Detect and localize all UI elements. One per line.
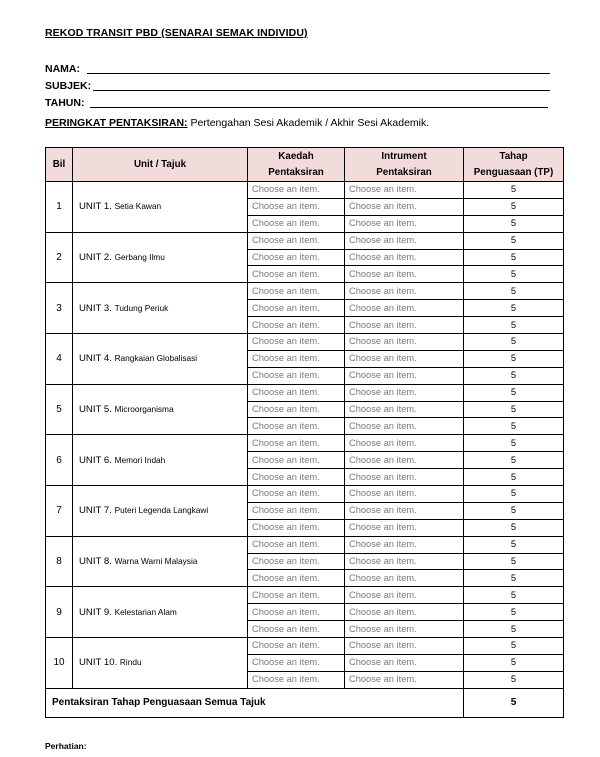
unit-topic: Microorganisma	[114, 404, 174, 415]
document-title: REKOD TRANSIT PBD (SENARAI SEMAK INDIVIDU)	[45, 27, 308, 39]
row-number: 6	[46, 435, 73, 486]
instrumen-dropdown[interactable]: Choose an item.	[345, 182, 464, 199]
row-number: 9	[46, 587, 73, 638]
unit-title	[73, 182, 248, 233]
kaedah-dropdown[interactable]: Choose an item.	[248, 384, 345, 401]
tp-value[interactable]: 5	[464, 334, 564, 351]
kaedah-dropdown[interactable]: Choose an item.	[248, 266, 345, 283]
kaedah-dropdown[interactable]: Choose an item.	[248, 654, 345, 671]
unit-title	[73, 435, 248, 486]
instrumen-dropdown[interactable]: Choose an item.	[345, 452, 464, 469]
tp-value[interactable]: 5	[464, 621, 564, 638]
row-number: 2	[46, 232, 73, 283]
subjek-field	[45, 80, 550, 92]
unit-number: UNIT 9.	[79, 606, 112, 618]
instrumen-dropdown[interactable]: Choose an item.	[345, 502, 464, 519]
tp-value[interactable]: 5	[464, 469, 564, 486]
kaedah-dropdown[interactable]: Choose an item.	[248, 367, 345, 384]
kaedah-dropdown[interactable]: Choose an item.	[248, 350, 345, 367]
tp-value[interactable]: 5	[464, 638, 564, 655]
kaedah-dropdown[interactable]: Choose an item.	[248, 536, 345, 553]
nama-input-line[interactable]	[87, 73, 550, 74]
row-number: 10	[46, 638, 73, 689]
kaedah-dropdown[interactable]: Choose an item.	[248, 452, 345, 469]
kaedah-dropdown[interactable]: Choose an item.	[248, 182, 345, 199]
unit-topic: Rangkaian Globalisasi	[114, 353, 198, 364]
instrumen-dropdown[interactable]: Choose an item.	[345, 283, 464, 300]
kaedah-dropdown[interactable]: Choose an item.	[248, 249, 345, 266]
unit-number: UNIT 10.	[79, 657, 118, 669]
unit-topic: Tudung Periuk	[114, 302, 169, 313]
row-number: 7	[46, 486, 73, 537]
tp-value[interactable]: 5	[464, 654, 564, 671]
tp-value[interactable]: 5	[464, 300, 564, 317]
subjek-label: SUBJEK:	[45, 80, 92, 92]
tahun-field	[45, 97, 548, 109]
instrumen-dropdown[interactable]: Choose an item.	[345, 215, 464, 232]
tp-value[interactable]: 5	[464, 283, 564, 300]
tp-value[interactable]: 5	[464, 486, 564, 503]
row-number: 5	[46, 384, 73, 435]
tp-value[interactable]: 5	[464, 266, 564, 283]
kaedah-dropdown[interactable]: Choose an item.	[248, 502, 345, 519]
tp-value[interactable]: 5	[464, 553, 564, 570]
unit-topic: Memori Indah	[114, 454, 166, 465]
tp-value[interactable]: 5	[464, 384, 564, 401]
summary-value: 5	[464, 688, 564, 717]
table-row	[46, 638, 564, 655]
tahun-label: TAHUN:	[45, 97, 85, 109]
tp-value[interactable]: 5	[464, 401, 564, 418]
note-heading: Perhatian:	[45, 741, 87, 751]
kaedah-dropdown[interactable]: Choose an item.	[248, 300, 345, 317]
row-number: 3	[46, 283, 73, 334]
unit-title	[73, 638, 248, 689]
kaedah-dropdown[interactable]: Choose an item.	[248, 198, 345, 215]
kaedah-dropdown[interactable]: Choose an item.	[248, 469, 345, 486]
tp-value[interactable]: 5	[464, 215, 564, 232]
header-tahap: Tahap Penguasaan (TP)	[464, 148, 564, 182]
unit-number: UNIT 3.	[79, 302, 112, 314]
kaedah-dropdown[interactable]: Choose an item.	[248, 486, 345, 503]
row-number: 1	[46, 182, 73, 233]
unit-title	[73, 232, 248, 283]
assessment-level	[45, 117, 429, 129]
kaedah-dropdown[interactable]: Choose an item.	[248, 570, 345, 587]
tp-value[interactable]: 5	[464, 452, 564, 469]
tp-value[interactable]: 5	[464, 232, 564, 249]
row-number: 8	[46, 536, 73, 587]
instrumen-dropdown[interactable]: Choose an item.	[345, 367, 464, 384]
instrumen-dropdown[interactable]: Choose an item.	[345, 553, 464, 570]
tp-value[interactable]: 5	[464, 604, 564, 621]
kaedah-dropdown[interactable]: Choose an item.	[248, 418, 345, 435]
kaedah-dropdown[interactable]: Choose an item.	[248, 604, 345, 621]
unit-topic: Rindu	[119, 657, 142, 668]
table-row	[46, 334, 564, 351]
tp-value[interactable]: 5	[464, 418, 564, 435]
tp-value[interactable]: 5	[464, 671, 564, 688]
assessment-level-value[interactable]: Pertengahan Sesi Akademik / Akhir Sesi Akademik.	[187, 117, 430, 129]
instrumen-dropdown[interactable]: Choose an item.	[345, 418, 464, 435]
instrumen-dropdown[interactable]: Choose an item.	[345, 384, 464, 401]
instrumen-dropdown[interactable]: Choose an item.	[345, 621, 464, 638]
tp-value[interactable]: 5	[464, 435, 564, 452]
instrumen-dropdown[interactable]: Choose an item.	[345, 638, 464, 655]
kaedah-dropdown[interactable]: Choose an item.	[248, 232, 345, 249]
instrumen-dropdown[interactable]: Choose an item.	[345, 350, 464, 367]
header-bil: Bil	[46, 148, 73, 182]
unit-number: UNIT 2.	[79, 252, 112, 263]
tahun-input-line[interactable]	[90, 107, 548, 108]
unit-title	[73, 536, 248, 587]
tp-value[interactable]: 5	[464, 350, 564, 367]
unit-title	[73, 283, 248, 334]
tp-value[interactable]: 5	[464, 570, 564, 587]
subjek-input-line[interactable]	[93, 90, 550, 91]
kaedah-dropdown[interactable]: Choose an item.	[248, 638, 345, 655]
tp-value[interactable]: 5	[464, 182, 564, 199]
unit-number: UNIT 7.	[79, 505, 112, 517]
assessment-level-label: PERINGKAT PENTAKSIRAN:	[45, 117, 188, 129]
instrumen-dropdown[interactable]: Choose an item.	[345, 519, 464, 536]
kaedah-dropdown[interactable]: Choose an item.	[248, 334, 345, 351]
unit-number: UNIT 1.	[79, 201, 112, 213]
kaedah-dropdown[interactable]: Choose an item.	[248, 519, 345, 536]
kaedah-dropdown[interactable]: Choose an item.	[248, 553, 345, 570]
tp-value[interactable]: 5	[464, 249, 564, 266]
kaedah-dropdown[interactable]: Choose an item.	[248, 671, 345, 688]
unit-number: UNIT 4.	[79, 353, 112, 365]
table-row	[46, 232, 564, 249]
nama-field	[45, 63, 550, 75]
unit-topic: Warna Warni Malaysia	[114, 556, 198, 567]
summary-label: Pentaksiran Tahap Penguasaan Semua Tajuk	[46, 688, 464, 717]
unit-title	[73, 334, 248, 385]
summary-row	[46, 688, 564, 717]
header-instrumen: Intrument Pentaksiran	[345, 148, 464, 182]
tp-value[interactable]: 5	[464, 502, 564, 519]
table-row	[46, 536, 564, 553]
unit-number: UNIT 8.	[79, 556, 112, 568]
unit-title	[73, 486, 248, 537]
tp-value[interactable]: 5	[464, 536, 564, 553]
table-row	[46, 435, 564, 452]
instrumen-dropdown[interactable]: Choose an item.	[345, 536, 464, 553]
nama-label: NAMA:	[45, 63, 80, 75]
tp-value[interactable]: 5	[464, 367, 564, 384]
unit-number: UNIT 5.	[79, 404, 112, 416]
instrumen-dropdown[interactable]: Choose an item.	[345, 317, 464, 334]
instrumen-dropdown[interactable]: Choose an item.	[345, 587, 464, 604]
tp-value[interactable]: 5	[464, 519, 564, 536]
row-number: 4	[46, 334, 73, 385]
instrumen-dropdown[interactable]: Choose an item.	[345, 671, 464, 688]
kaedah-dropdown[interactable]: Choose an item.	[248, 401, 345, 418]
instrumen-dropdown[interactable]: Choose an item.	[345, 401, 464, 418]
unit-topic: Puteri Legenda Langkawi	[114, 505, 209, 516]
instrumen-dropdown[interactable]: Choose an item.	[345, 232, 464, 249]
instrumen-dropdown[interactable]: Choose an item.	[345, 198, 464, 215]
instrumen-dropdown[interactable]: Choose an item.	[345, 570, 464, 587]
instrumen-dropdown[interactable]: Choose an item.	[345, 249, 464, 266]
unit-topic: Kelestarian Alam	[114, 606, 177, 617]
header-unit: Unit / Tajuk	[73, 148, 248, 182]
record-table	[45, 147, 564, 718]
tp-value[interactable]: 5	[464, 198, 564, 215]
instrumen-dropdown[interactable]: Choose an item.	[345, 266, 464, 283]
instrumen-dropdown[interactable]: Choose an item.	[345, 604, 464, 621]
unit-topic: Setia Kawan	[114, 201, 162, 212]
kaedah-dropdown[interactable]: Choose an item.	[248, 283, 345, 300]
unit-title	[73, 384, 248, 435]
unit-title	[73, 587, 248, 638]
table-row	[46, 384, 564, 401]
table-header-row	[46, 148, 564, 182]
instrumen-dropdown[interactable]: Choose an item.	[345, 486, 464, 503]
instrumen-dropdown[interactable]: Choose an item.	[345, 435, 464, 452]
header-kaedah: Kaedah Pentaksiran	[248, 148, 345, 182]
table-row	[46, 283, 564, 300]
instrumen-dropdown[interactable]: Choose an item.	[345, 654, 464, 671]
instrumen-dropdown[interactable]: Choose an item.	[345, 469, 464, 486]
instrumen-dropdown[interactable]: Choose an item.	[345, 334, 464, 351]
kaedah-dropdown[interactable]: Choose an item.	[248, 435, 345, 452]
tp-value[interactable]: 5	[464, 587, 564, 604]
table-row	[46, 587, 564, 604]
kaedah-dropdown[interactable]: Choose an item.	[248, 215, 345, 232]
table-row	[46, 486, 564, 503]
unit-topic: Gerbang Ilmu	[114, 252, 165, 262]
tp-value[interactable]: 5	[464, 317, 564, 334]
table-row	[46, 182, 564, 199]
kaedah-dropdown[interactable]: Choose an item.	[248, 317, 345, 334]
kaedah-dropdown[interactable]: Choose an item.	[248, 621, 345, 638]
kaedah-dropdown[interactable]: Choose an item.	[248, 587, 345, 604]
unit-number: UNIT 6.	[79, 454, 112, 466]
instrumen-dropdown[interactable]: Choose an item.	[345, 300, 464, 317]
